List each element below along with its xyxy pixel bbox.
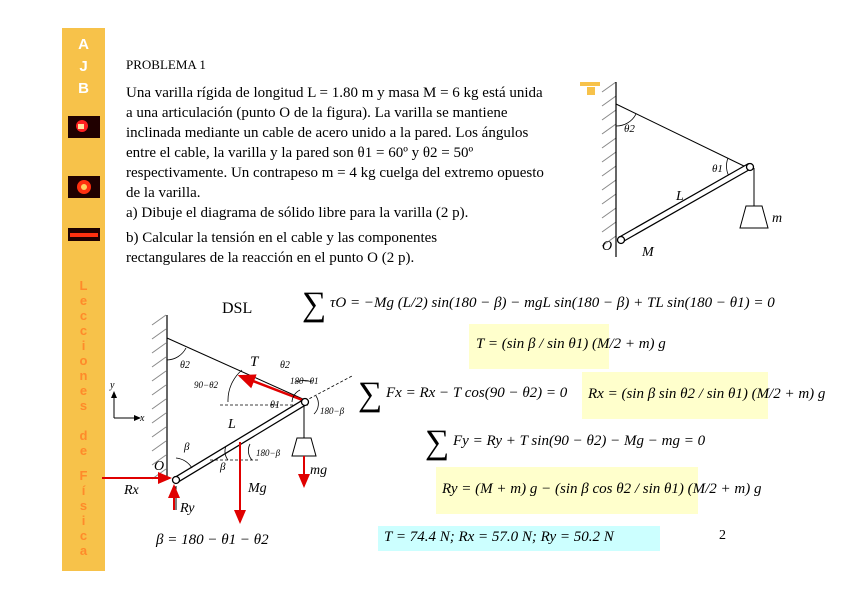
- sidebar-vertical-letter: d: [79, 428, 88, 443]
- part-b-line: b) Calcular la tensión en el cable y las componentes: [126, 230, 438, 246]
- label-theta2: θ2: [624, 123, 635, 135]
- sidebar-vertical-letter: e: [79, 293, 88, 308]
- dsl-label-Mg: Mg: [248, 481, 267, 496]
- problem-line: inclinada mediante un cable de acero unido a la pared. Los ángulos: [126, 125, 529, 141]
- sidebar-letter: A: [78, 36, 89, 53]
- sum-symbol: ∑: [302, 286, 327, 323]
- dsl-label-theta2-wall: θ2: [180, 360, 190, 371]
- label-pivot: O: [602, 239, 613, 254]
- sidebar-vertical-letter: c: [79, 528, 88, 543]
- sum-symbol: ∑: [358, 376, 383, 413]
- thumbnail-image: [68, 116, 100, 138]
- label-counterweight: m: [772, 211, 783, 226]
- problem-line: respectivamente. Un contrapeso m = 4 kg cuelga del extremo opuesto: [126, 165, 544, 181]
- thumbnail-image: [68, 228, 100, 240]
- rx-equation: Rx = (sin β sin θ2 / sin θ1) (M/2 + m) g: [588, 386, 826, 402]
- results: T = 74.4 N; Rx = 57.0 N; Ry = 50.2 N: [384, 529, 614, 545]
- problem-line: entre el cable, la varilla y la pared son θ1 = 60º y θ2 = 50º: [126, 145, 474, 161]
- dsl-label-mg: mg: [310, 463, 328, 478]
- dsl-label-tension: T: [250, 354, 259, 370]
- sidebar-vertical-letter: c: [79, 308, 88, 323]
- problem-line: de la varilla.: [126, 185, 201, 201]
- axis-label-y: y: [110, 380, 115, 391]
- dsl-label-Rx: Rx: [124, 483, 139, 498]
- dsl-label-beta-upper: β: [184, 441, 190, 453]
- free-body-diagram: [100, 310, 370, 555]
- sidebar-vertical-letter: e: [79, 443, 88, 458]
- sidebar-vertical-letter: a: [79, 543, 88, 558]
- thumbnail-image: [68, 176, 100, 198]
- sum-fx-text: Fx = Rx − T cos(90 − θ2) = 0: [386, 385, 568, 401]
- problem-line: Una varilla rígida de longitud L = 1.80 m y masa M = 6 kg está unida: [126, 85, 543, 101]
- sidebar-vertical-letter: n: [79, 368, 88, 383]
- dsl-label-theta1: θ1: [270, 400, 280, 411]
- dsl-label-theta2-right: θ2: [280, 360, 290, 371]
- sum-symbol: ∑: [425, 424, 450, 461]
- sidebar-vertical-letter: s: [79, 498, 88, 513]
- problem-statement: [126, 83, 578, 203]
- dsl-label-180-minus-beta-mid: 180−β: [256, 448, 281, 458]
- problem-line: a una articulación (punto O de la figura). La varilla se mantiene: [126, 105, 508, 121]
- torque-equation-text: τO = −Mg (L/2) sin(180 − β) − mgL sin(180 − β) + TL sin(180 − θ1) = 0: [330, 295, 775, 311]
- sidebar-vertical-letter: i: [81, 513, 86, 528]
- problem-figure: [580, 82, 790, 262]
- axis-label-x: x: [140, 413, 145, 424]
- tension-equation: T = (sin β / sin θ1) (M/2 + m) g: [476, 336, 666, 352]
- ry-equation: Ry = (M + m) g − (sin β cos θ2 / sin θ1) (M/2 + m) g: [442, 481, 762, 497]
- sidebar-vertical-letter: L: [79, 278, 88, 293]
- sidebar-vertical-letter: o: [79, 353, 88, 368]
- sum-fx-equation: [358, 376, 567, 414]
- label-mass: M: [642, 245, 654, 260]
- sum-fy-equation: [425, 424, 705, 462]
- dsl-label-180-minus-beta-right: 180−β: [320, 406, 345, 416]
- dsl-title: DSL: [222, 300, 253, 317]
- sidebar-letter: B: [78, 80, 89, 97]
- dsl-label-length: L: [228, 417, 236, 432]
- torque-equation: [302, 286, 775, 324]
- sidebar-vertical-letter: í: [81, 483, 86, 498]
- sidebar-vertical-letter: c: [79, 323, 88, 338]
- part-a: a) Dibuje el diagrama de sólido libre para la varilla (2 p).: [126, 205, 469, 221]
- label-length: L: [676, 189, 684, 204]
- sidebar-vertical-letter: i: [81, 338, 86, 353]
- sidebar: [62, 28, 105, 571]
- label-theta1: θ1: [712, 163, 723, 175]
- dsl-label-90-minus-theta2: 90−θ2: [194, 380, 218, 390]
- sidebar-vertical-letter: e: [79, 383, 88, 398]
- sum-fy-text: Fy = Ry + T sin(90 − θ2) − Mg − mg = 0: [453, 433, 706, 449]
- sidebar-vertical-letter: s: [79, 398, 88, 413]
- dsl-label-pivot: O: [154, 459, 165, 474]
- dsl-label-beta-lower: β: [220, 461, 226, 473]
- dsl-label-Ry: Ry: [180, 501, 195, 516]
- beta-formula: β = 180 − θ1 − θ2: [156, 532, 269, 548]
- part-b-line: rectangulares de la reacción en el punto O (2 p).: [126, 250, 415, 266]
- sidebar-vertical-letter: F: [79, 468, 88, 483]
- dsl-label-180-minus-theta1: 180−θ1: [290, 376, 319, 386]
- problem-title: PROBLEMA 1: [126, 57, 206, 72]
- page-number: 2: [719, 528, 726, 543]
- sidebar-letter: J: [79, 58, 88, 75]
